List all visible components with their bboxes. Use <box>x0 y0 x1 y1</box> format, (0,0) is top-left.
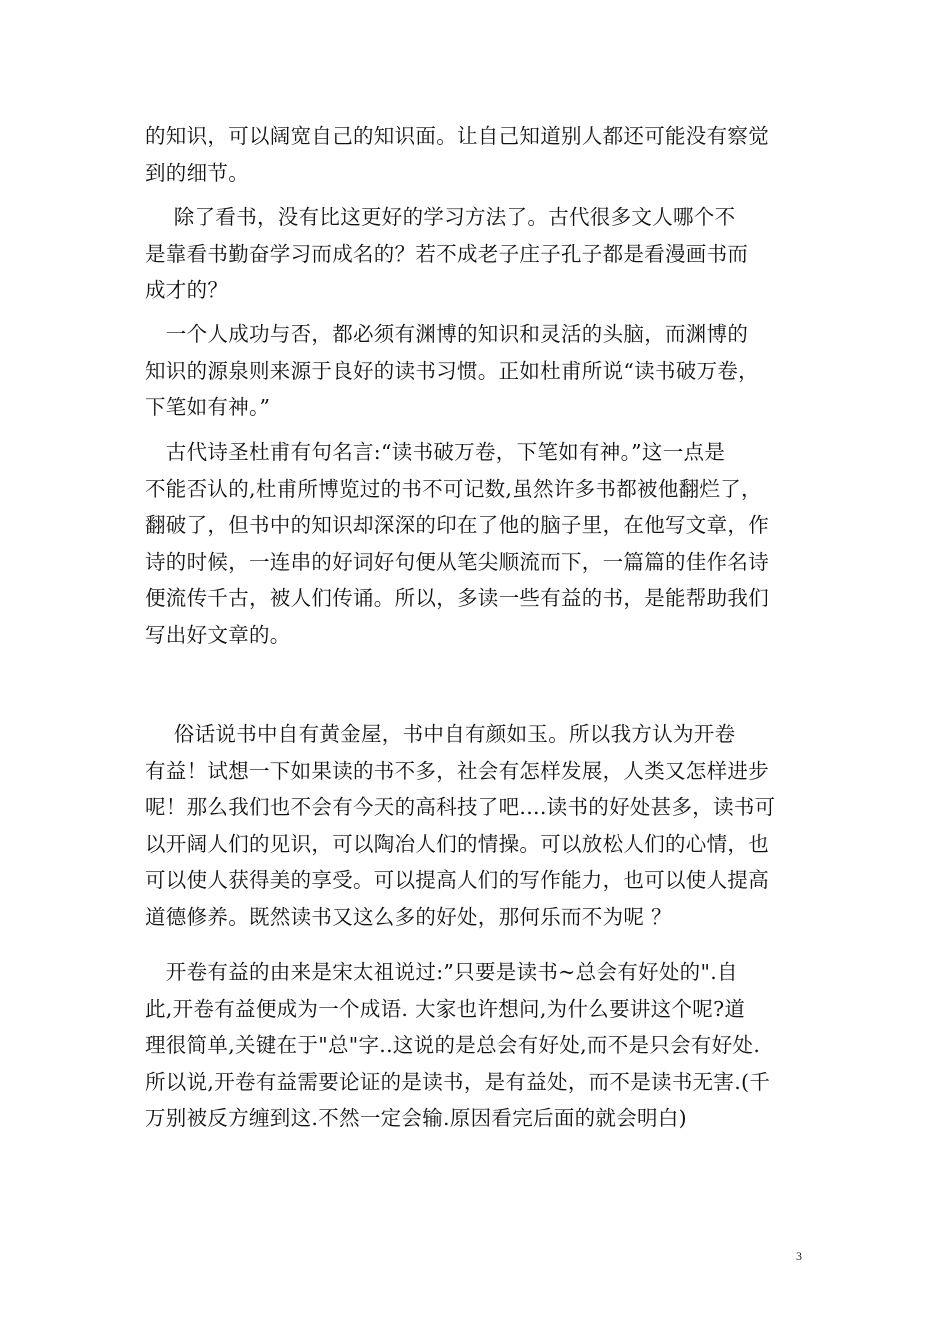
text-line: 写出好文章的。 <box>145 622 291 647</box>
text-line: 此,开卷有益便成为一个成语. 大家也许想问,为什么要讲这个呢?道 <box>145 996 746 1021</box>
paragraph-1 <box>145 118 810 191</box>
paragraph-3 <box>145 316 810 426</box>
text-line: 成才的？ <box>145 278 229 302</box>
text-line: 可以使人获得美的享受。可以提高人们的写作能力，也可以使人提高 <box>145 868 769 892</box>
text-line: 除了看书，没有比这更好的学习方法了。古代很多文人哪个不 <box>153 205 736 229</box>
text-line: 开卷有益的由来是宋太祖说过:”只要是读书~总会有好处的".自 <box>145 960 738 984</box>
paragraph-5 <box>145 716 810 935</box>
text-line: 所以说,开卷有益需要论证的是读书，是有益处，而不是读书无害.(千 <box>145 1069 771 1094</box>
page-number: 3 <box>796 1249 802 1263</box>
text-line: 呢！那么我们也不会有今天的高科技了吧....读书的好处甚多，读书可 <box>145 795 776 819</box>
text-line: 的知识，可以阔宽自己的知识面。让自己知道别人都还可能没有察觉 <box>145 124 769 148</box>
text-line: 理很简单,关键在于"总"字..这说的是总会有好处,而不是只会有好处. <box>145 1033 761 1057</box>
paragraph-6 <box>145 954 810 1137</box>
text-line: 以开阔人们的见识，可以陶冶人们的情操。可以放松人们的心情，也 <box>145 831 769 856</box>
text-line: 诗的时候，一连串的好词好句便从笔尖顺流而下，一篇篇的佳作名诗 <box>145 549 769 574</box>
text-line: 万别被反方缠到这.不然一定会输.原因看完后面的就会明白) <box>145 1106 687 1130</box>
text-line: 有益！试想一下如果读的书不多，社会有怎样发展，人类又怎样进步 <box>145 758 769 783</box>
text-line: 道德修养。既然读书又这么多的好处，那何乐而不为呢 ？ <box>145 904 672 929</box>
text-line: 便流传千古，被人们传诵。所以，多读一些有益的书，是能帮助我们 <box>145 586 769 610</box>
text-line: 是靠看书勤奋学习而成名的？若不成老子庄子孔子都是看漫画书而 <box>145 241 749 266</box>
text-line: 古代诗圣杜甫有句名言:“读书破万卷，下笔如有神。”这一点是 <box>145 440 726 464</box>
paragraph-2 <box>145 199 810 309</box>
paragraph-4 <box>145 434 810 653</box>
text-line: 到的细节。 <box>145 160 249 185</box>
text-line: 下笔如有神。” <box>145 395 271 419</box>
text-line: 俗话说书中自有黄金屋，书中自有颜如玉。所以我方认为开卷 <box>153 722 736 746</box>
text-line: 翻破了，但书中的知识却深深的印在了他的脑子里，在他写文章，作 <box>145 513 769 537</box>
text-line: 一个人成功与否，都必须有渊博的知识和灵活的头脑，而渊博的 <box>145 322 749 346</box>
text-line: 不能否认的,杜甫所博览过的书不可记数,虽然许多书都被他翻烂了， <box>145 476 762 501</box>
text-line: 知识的源泉则来源于良好的读书习惯。正如杜甫所说“读书破万卷， <box>145 358 759 383</box>
